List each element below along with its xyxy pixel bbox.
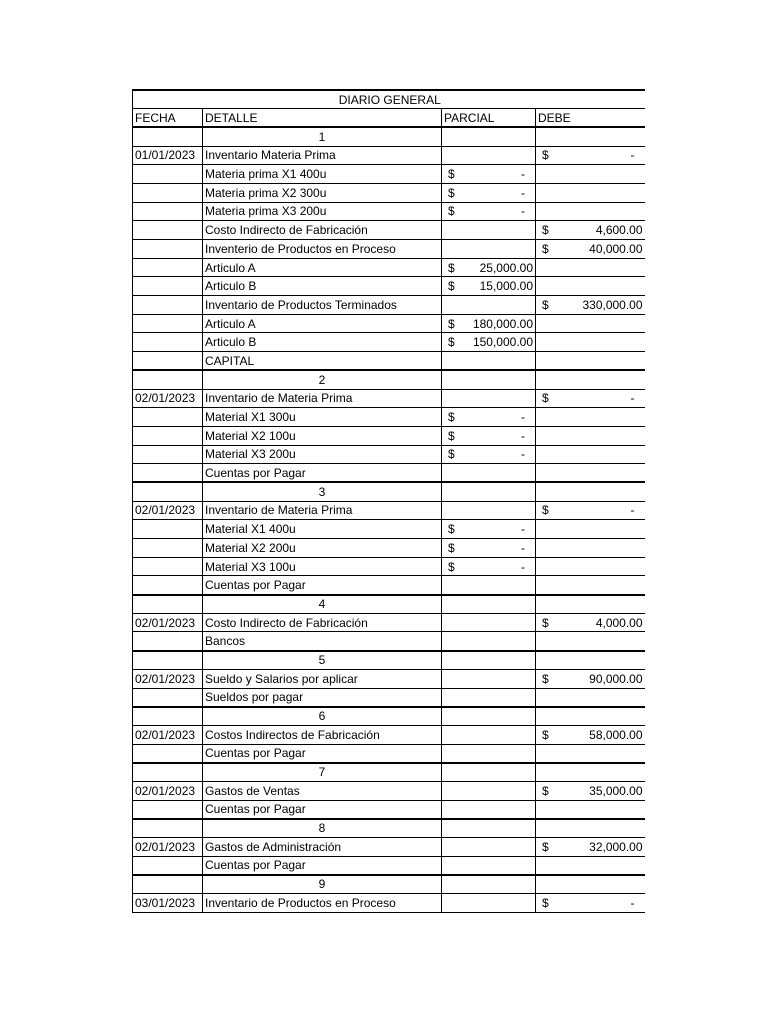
table-row bbox=[133, 240, 645, 259]
fecha-cell bbox=[133, 800, 203, 819]
fecha-cell bbox=[133, 539, 203, 558]
amount: 330,000.00 bbox=[582, 297, 643, 312]
currency-symbol: $ bbox=[542, 148, 549, 163]
parcial-cell bbox=[442, 595, 536, 614]
fecha-cell: 02/01/2023 bbox=[133, 781, 203, 800]
amount: 4,600.00 bbox=[595, 223, 643, 238]
table-row bbox=[133, 744, 645, 763]
amount: - bbox=[521, 559, 525, 574]
parcial-cell bbox=[442, 482, 536, 501]
currency-symbol: $ bbox=[448, 410, 455, 425]
parcial-cell bbox=[442, 352, 536, 371]
fecha-cell bbox=[133, 426, 203, 445]
fecha-cell: 02/01/2023 bbox=[133, 613, 203, 632]
entry-number-row bbox=[133, 370, 645, 389]
fecha-cell bbox=[133, 520, 203, 539]
amount: 40,000.00 bbox=[589, 241, 643, 256]
table-row bbox=[133, 296, 645, 315]
currency-symbol: $ bbox=[448, 204, 455, 219]
table-row bbox=[133, 800, 645, 819]
amount: - bbox=[630, 895, 635, 910]
debe-cell bbox=[536, 501, 645, 520]
currency-symbol: $ bbox=[448, 260, 455, 275]
detalle-cell: Materia prima X1 400u bbox=[203, 165, 442, 184]
currency-symbol: $ bbox=[448, 167, 455, 182]
table-row bbox=[133, 445, 645, 464]
amount: - bbox=[521, 185, 525, 200]
debe-cell bbox=[536, 632, 645, 651]
parcial-cell bbox=[442, 688, 536, 707]
table-row bbox=[133, 464, 645, 483]
currency-symbol: $ bbox=[542, 297, 549, 312]
fecha-cell bbox=[133, 296, 203, 315]
amount: 35,000.00 bbox=[589, 783, 643, 798]
fecha-cell bbox=[133, 165, 203, 184]
table-row bbox=[133, 576, 645, 595]
debe-cell bbox=[536, 595, 645, 614]
parcial-cell bbox=[442, 632, 536, 651]
table-row bbox=[133, 426, 645, 445]
parcial-cell bbox=[442, 894, 536, 913]
currency-symbol: $ bbox=[448, 540, 455, 555]
debe-cell bbox=[536, 464, 645, 483]
entry-number: 7 bbox=[203, 763, 442, 782]
parcial-cell bbox=[442, 725, 536, 744]
debe-cell bbox=[536, 258, 645, 277]
parcial-cell bbox=[442, 819, 536, 838]
table-row bbox=[133, 688, 645, 707]
parcial-cell bbox=[442, 838, 536, 857]
currency-symbol: $ bbox=[542, 223, 549, 238]
fecha-cell bbox=[133, 875, 203, 894]
debe-cell bbox=[536, 333, 645, 352]
title-row bbox=[133, 90, 645, 109]
table-row bbox=[133, 277, 645, 296]
amount: - bbox=[630, 503, 635, 518]
header-fecha: FECHA bbox=[133, 109, 203, 128]
parcial-cell bbox=[442, 669, 536, 688]
detalle-cell: Articulo A bbox=[203, 258, 442, 277]
amount: 90,000.00 bbox=[589, 671, 643, 686]
entry-number: 9 bbox=[203, 875, 442, 894]
fecha-cell bbox=[133, 258, 203, 277]
parcial-cell bbox=[442, 539, 536, 558]
debe-cell bbox=[536, 856, 645, 875]
amount: 15,000.00 bbox=[479, 279, 533, 294]
detalle-cell: Costo Indirecto de Fabricación bbox=[203, 221, 442, 240]
entry-number-row bbox=[133, 763, 645, 782]
table-row bbox=[133, 613, 645, 632]
fecha-cell bbox=[133, 370, 203, 389]
parcial-cell bbox=[442, 314, 536, 333]
currency-symbol: $ bbox=[448, 335, 455, 350]
entry-number-row bbox=[133, 651, 645, 670]
table-row bbox=[133, 389, 645, 408]
header-debe: DEBE bbox=[536, 109, 645, 128]
currency-symbol: $ bbox=[448, 428, 455, 443]
entry-number: 3 bbox=[203, 482, 442, 501]
currency-symbol: $ bbox=[448, 316, 455, 331]
detalle-cell: Sueldo y Salarios por aplicar bbox=[203, 669, 442, 688]
amount: - bbox=[521, 428, 525, 443]
table-row bbox=[133, 632, 645, 651]
parcial-cell bbox=[442, 576, 536, 595]
debe-cell bbox=[536, 875, 645, 894]
fecha-cell bbox=[133, 557, 203, 576]
fecha-cell bbox=[133, 651, 203, 670]
currency-symbol: $ bbox=[448, 185, 455, 200]
parcial-cell bbox=[442, 744, 536, 763]
table-row bbox=[133, 202, 645, 221]
currency-symbol: $ bbox=[448, 559, 455, 574]
parcial-cell bbox=[442, 296, 536, 315]
table-row bbox=[133, 165, 645, 184]
parcial-cell bbox=[442, 426, 536, 445]
parcial-cell bbox=[442, 856, 536, 875]
parcial-cell bbox=[442, 781, 536, 800]
amount: - bbox=[521, 522, 525, 537]
entry-number-row bbox=[133, 707, 645, 726]
fecha-cell bbox=[133, 202, 203, 221]
entry-number: 1 bbox=[203, 127, 442, 146]
parcial-cell bbox=[442, 763, 536, 782]
debe-cell bbox=[536, 669, 645, 688]
fecha-cell bbox=[133, 352, 203, 371]
table-row bbox=[133, 781, 645, 800]
table-row bbox=[133, 408, 645, 427]
table-row bbox=[133, 856, 645, 875]
journal-title: DIARIO GENERAL bbox=[133, 90, 645, 109]
debe-cell bbox=[536, 744, 645, 763]
table-row bbox=[133, 501, 645, 520]
parcial-cell bbox=[442, 146, 536, 165]
detalle-cell: Cuentas por Pagar bbox=[203, 800, 442, 819]
parcial-cell bbox=[442, 557, 536, 576]
entry-number: 2 bbox=[203, 370, 442, 389]
detalle-cell: CAPITAL bbox=[203, 352, 442, 371]
fecha-cell bbox=[133, 314, 203, 333]
debe-cell bbox=[536, 688, 645, 707]
detalle-cell: Articulo B bbox=[203, 277, 442, 296]
parcial-cell bbox=[442, 221, 536, 240]
entry-number: 5 bbox=[203, 651, 442, 670]
currency-symbol: $ bbox=[542, 895, 549, 910]
detalle-cell: Inventario de Productos en Proceso bbox=[203, 894, 442, 913]
currency-symbol: $ bbox=[448, 522, 455, 537]
table-row bbox=[133, 725, 645, 744]
parcial-cell bbox=[442, 707, 536, 726]
amount: 180,000.00 bbox=[472, 316, 533, 331]
parcial-cell bbox=[442, 183, 536, 202]
detalle-cell: Material X3 100u bbox=[203, 557, 442, 576]
parcial-cell bbox=[442, 651, 536, 670]
debe-cell bbox=[536, 314, 645, 333]
detalle-cell: Inventario Materia Prima bbox=[203, 146, 442, 165]
amount: 25,000.00 bbox=[479, 260, 533, 275]
parcial-cell bbox=[442, 875, 536, 894]
currency-symbol: $ bbox=[542, 727, 549, 742]
entry-number-row bbox=[133, 875, 645, 894]
amount: 4,000.00 bbox=[595, 615, 643, 630]
detalle-cell: Cuentas por Pagar bbox=[203, 856, 442, 875]
entry-number-row bbox=[133, 819, 645, 838]
detalle-cell: Material X1 400u bbox=[203, 520, 442, 539]
currency-symbol: $ bbox=[542, 503, 549, 518]
table-row bbox=[133, 221, 645, 240]
parcial-cell bbox=[442, 408, 536, 427]
fecha-cell bbox=[133, 595, 203, 614]
table-row bbox=[133, 146, 645, 165]
debe-cell bbox=[536, 651, 645, 670]
detalle-cell: Costo Indirecto de Fabricación bbox=[203, 613, 442, 632]
table-row bbox=[133, 539, 645, 558]
fecha-cell bbox=[133, 127, 203, 146]
debe-cell bbox=[536, 539, 645, 558]
table-row bbox=[133, 352, 645, 371]
amount: - bbox=[630, 148, 635, 163]
fecha-cell bbox=[133, 632, 203, 651]
currency-symbol: $ bbox=[542, 671, 549, 686]
fecha-cell bbox=[133, 277, 203, 296]
parcial-cell bbox=[442, 370, 536, 389]
amount: - bbox=[630, 391, 635, 406]
entry-number-row bbox=[133, 482, 645, 501]
currency-symbol: $ bbox=[448, 279, 455, 294]
detalle-cell: Cuentas por Pagar bbox=[203, 744, 442, 763]
debe-cell bbox=[536, 838, 645, 857]
currency-symbol: $ bbox=[448, 447, 455, 462]
detalle-cell: Inventario de Materia Prima bbox=[203, 389, 442, 408]
table-row bbox=[133, 520, 645, 539]
detalle-cell: Sueldos por pagar bbox=[203, 688, 442, 707]
debe-cell bbox=[536, 800, 645, 819]
diario-general-table bbox=[132, 89, 645, 913]
fecha-cell: 01/01/2023 bbox=[133, 146, 203, 165]
entry-number: 6 bbox=[203, 707, 442, 726]
table-row bbox=[133, 557, 645, 576]
debe-cell bbox=[536, 240, 645, 259]
amount: - bbox=[521, 540, 525, 555]
debe-cell bbox=[536, 165, 645, 184]
table-row bbox=[133, 669, 645, 688]
detalle-cell: Gastos de Ventas bbox=[203, 781, 442, 800]
parcial-cell bbox=[442, 277, 536, 296]
detalle-cell: Material X1 300u bbox=[203, 408, 442, 427]
fecha-cell bbox=[133, 744, 203, 763]
parcial-cell bbox=[442, 613, 536, 632]
parcial-cell bbox=[442, 333, 536, 352]
parcial-cell bbox=[442, 501, 536, 520]
amount: 32,000.00 bbox=[589, 839, 643, 854]
debe-cell bbox=[536, 296, 645, 315]
debe-cell bbox=[536, 146, 645, 165]
debe-cell bbox=[536, 389, 645, 408]
currency-symbol: $ bbox=[542, 615, 549, 630]
amount: 150,000.00 bbox=[472, 335, 533, 350]
detalle-cell: Material X2 100u bbox=[203, 426, 442, 445]
fecha-cell bbox=[133, 183, 203, 202]
fecha-cell: 02/01/2023 bbox=[133, 838, 203, 857]
detalle-cell: Articulo A bbox=[203, 314, 442, 333]
detalle-cell: Cuentas por Pagar bbox=[203, 464, 442, 483]
table-row bbox=[133, 314, 645, 333]
parcial-cell bbox=[442, 202, 536, 221]
currency-symbol: $ bbox=[542, 839, 549, 854]
debe-cell bbox=[536, 221, 645, 240]
parcial-cell bbox=[442, 389, 536, 408]
amount: - bbox=[521, 167, 525, 182]
header-parcial: PARCIAL bbox=[442, 109, 536, 128]
amount: - bbox=[521, 447, 525, 462]
header-detalle: DETALLE bbox=[203, 109, 442, 128]
entry-number: 8 bbox=[203, 819, 442, 838]
fecha-cell bbox=[133, 445, 203, 464]
debe-cell bbox=[536, 819, 645, 838]
detalle-cell: Costos Indirectos de Fabricación bbox=[203, 725, 442, 744]
debe-cell bbox=[536, 445, 645, 464]
parcial-cell bbox=[442, 800, 536, 819]
detalle-cell: Materia prima X2 300u bbox=[203, 183, 442, 202]
debe-cell bbox=[536, 557, 645, 576]
debe-cell bbox=[536, 370, 645, 389]
debe-cell bbox=[536, 707, 645, 726]
debe-cell bbox=[536, 202, 645, 221]
debe-cell bbox=[536, 520, 645, 539]
detalle-cell: Articulo B bbox=[203, 333, 442, 352]
fecha-cell bbox=[133, 763, 203, 782]
fecha-cell bbox=[133, 576, 203, 595]
debe-cell bbox=[536, 613, 645, 632]
parcial-cell bbox=[442, 520, 536, 539]
currency-symbol: $ bbox=[542, 391, 549, 406]
debe-cell bbox=[536, 183, 645, 202]
table-row bbox=[133, 333, 645, 352]
detalle-cell: Gastos de Administración bbox=[203, 838, 442, 857]
table-row bbox=[133, 894, 645, 913]
detalle-cell: Bancos bbox=[203, 632, 442, 651]
parcial-cell bbox=[442, 165, 536, 184]
debe-cell bbox=[536, 781, 645, 800]
detalle-cell: Material X3 200u bbox=[203, 445, 442, 464]
debe-cell bbox=[536, 352, 645, 371]
fecha-cell bbox=[133, 333, 203, 352]
amount: - bbox=[521, 204, 525, 219]
fecha-cell bbox=[133, 856, 203, 875]
fecha-cell: 02/01/2023 bbox=[133, 389, 203, 408]
fecha-cell bbox=[133, 408, 203, 427]
fecha-cell bbox=[133, 688, 203, 707]
table-row bbox=[133, 838, 645, 857]
amount: - bbox=[521, 410, 525, 425]
fecha-cell bbox=[133, 819, 203, 838]
debe-cell bbox=[536, 277, 645, 296]
detalle-cell: Cuentas por Pagar bbox=[203, 576, 442, 595]
header-row bbox=[133, 109, 645, 128]
detalle-cell: Inventario de Materia Prima bbox=[203, 501, 442, 520]
fecha-cell: 02/01/2023 bbox=[133, 501, 203, 520]
fecha-cell bbox=[133, 240, 203, 259]
fecha-cell bbox=[133, 464, 203, 483]
amount: 58,000.00 bbox=[589, 727, 643, 742]
debe-cell bbox=[536, 127, 645, 146]
parcial-cell bbox=[442, 445, 536, 464]
fecha-cell bbox=[133, 707, 203, 726]
entry-number-row bbox=[133, 595, 645, 614]
entry-number-row bbox=[133, 127, 645, 146]
currency-symbol: $ bbox=[542, 783, 549, 798]
debe-cell bbox=[536, 763, 645, 782]
debe-cell bbox=[536, 482, 645, 501]
detalle-cell: Inventerio de Productos en Proceso bbox=[203, 240, 442, 259]
table-row bbox=[133, 258, 645, 277]
fecha-cell: 02/01/2023 bbox=[133, 669, 203, 688]
entry-number: 4 bbox=[203, 595, 442, 614]
table-row bbox=[133, 183, 645, 202]
debe-cell bbox=[536, 408, 645, 427]
parcial-cell bbox=[442, 258, 536, 277]
debe-cell bbox=[536, 426, 645, 445]
fecha-cell: 03/01/2023 bbox=[133, 894, 203, 913]
debe-cell bbox=[536, 576, 645, 595]
detalle-cell: Material X2 200u bbox=[203, 539, 442, 558]
debe-cell bbox=[536, 894, 645, 913]
debe-cell bbox=[536, 725, 645, 744]
fecha-cell bbox=[133, 482, 203, 501]
fecha-cell: 02/01/2023 bbox=[133, 725, 203, 744]
detalle-cell: Materia prima X3 200u bbox=[203, 202, 442, 221]
detalle-cell: Inventario de Productos Terminados bbox=[203, 296, 442, 315]
parcial-cell bbox=[442, 127, 536, 146]
fecha-cell bbox=[133, 221, 203, 240]
currency-symbol: $ bbox=[542, 241, 549, 256]
parcial-cell bbox=[442, 240, 536, 259]
parcial-cell bbox=[442, 464, 536, 483]
